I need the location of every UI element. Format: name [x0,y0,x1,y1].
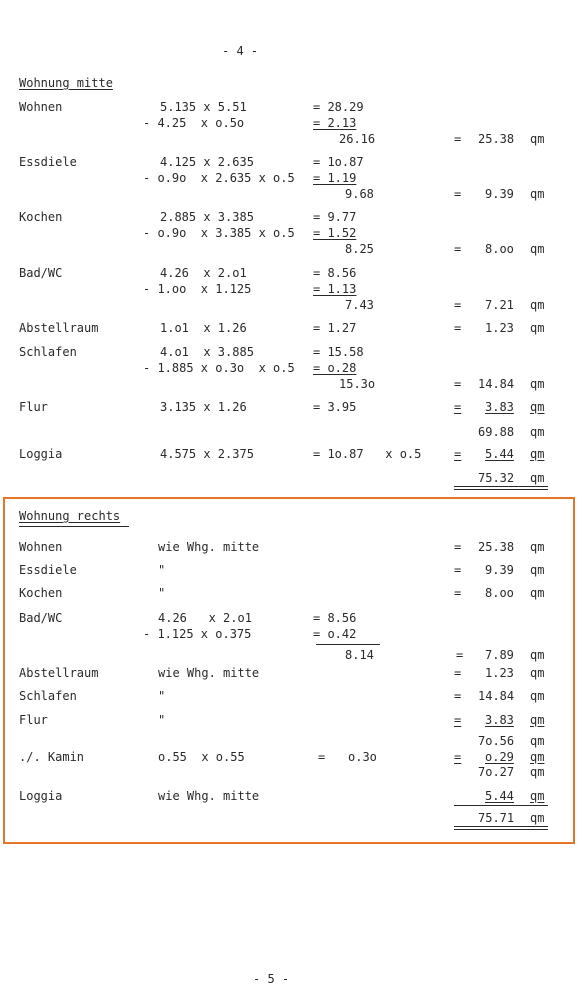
unit: qm [530,713,545,727]
area-value: 14.84 [478,689,515,703]
unit: qm [530,811,545,825]
double-rule [454,489,548,490]
calc-line: 5.135 x 5.51 [160,100,247,114]
equals-sign: = [454,321,462,335]
calc-result: = 15.58 [313,345,364,359]
room-description: wie Whg. mitte [158,666,260,680]
area-value: 1.23 [485,666,514,680]
room-label: Kochen [19,210,63,224]
unit: qm [530,425,545,439]
calc-result: = 1.19 [313,171,357,185]
room-label: Kochen [19,586,63,600]
calc-result: o.3o [348,750,377,764]
area-value: 25.38 [478,132,515,146]
equals-sign: = [454,540,462,554]
equals-sign: = [454,750,462,764]
unit: qm [530,789,545,803]
calc-line: 4.575 x 2.375 [160,447,254,461]
calc-result: = 1.27 [313,321,357,335]
subtotal: 8.14 [345,648,374,662]
calc-result: = 3.95 [313,400,357,414]
calc-result: = 9.77 [313,210,357,224]
room-label: Abstellraum [19,321,99,335]
room-description: " [158,689,166,703]
calc-line: 4.o1 x 3.885 [160,345,254,359]
room-label: Flur [19,400,48,414]
subtotal: 26.16 [339,132,376,146]
calc-result: = 1.13 [313,282,357,296]
intermediate-sum: 7o.27 [478,765,515,779]
intermediate-sum: 7o.56 [478,734,515,748]
subtotal: 9.68 [345,187,374,201]
unit: qm [530,765,545,779]
area-value: 9.39 [485,563,514,577]
equals-sign: = [454,563,462,577]
unit: qm [530,471,545,485]
equals-sign: = [454,689,462,703]
subtotal: 15.3o [339,377,376,391]
unit: qm [530,586,545,600]
calc-result: = 8.56 [313,611,357,625]
room-label: Bad/WC [19,611,63,625]
unit: qm [530,734,545,748]
page-footer: - 5 - [253,972,290,986]
calc-line: - 1.885 x o.3o x o.5 [143,361,295,375]
calc-line: - o.9o x 3.385 x o.5 [143,226,295,240]
room-description: wie Whg. mitte [158,789,260,803]
room-label: Loggia [19,447,63,461]
room-label: Wohnen [19,540,63,554]
equals-sign: = [454,298,462,312]
room-description: wie Whg. mitte [158,540,260,554]
unit: qm [530,321,545,335]
area-value: 7.89 [485,648,514,662]
heading-double-underline [19,526,129,527]
unit: qm [530,648,545,662]
calc-line: - 1.oo x 1.125 [143,282,252,296]
room-label: Essdiele [19,563,77,577]
area-value: o.29 [485,750,514,764]
room-label: Schlafen [19,689,77,703]
room-label: ./. Kamin [19,750,85,764]
room-label: Flur [19,713,48,727]
area-value: 5.44 [485,789,514,803]
calc-result: = 1o.87 x o.5 [313,447,422,461]
unit: qm [530,298,545,312]
calc-result: = o.28 [313,361,357,375]
section-heading-mitte: Wohnung mitte [19,76,113,90]
calc-result: = 28.29 [313,100,364,114]
calc-line: o.55 x o.55 [158,750,245,764]
sum-rule [316,644,380,645]
calc-line: 3.135 x 1.26 [160,400,247,414]
area-value: 3.83 [485,400,514,414]
section-heading-rechts: Wohnung rechts [19,509,121,523]
equals-sign: = [454,713,462,727]
room-label: Bad/WC [19,266,63,280]
area-value: 1.23 [485,321,514,335]
calc-result: = o.42 [313,627,357,641]
room-description: " [158,713,166,727]
intermediate-sum: 69.88 [478,425,515,439]
double-rule [454,826,548,827]
calc-result: = 1.52 [313,226,357,240]
calc-line: - 4.25 x o.5o [143,116,245,130]
room-label: Wohnen [19,100,63,114]
area-value: 25.38 [478,540,515,554]
calc-line: 4.125 x 2.635 [160,155,254,169]
calc-line: - 1.125 x o.375 [143,627,252,641]
equals-sign: = [454,586,462,600]
calc-line: 1.o1 x 1.26 [160,321,247,335]
calc-line: 4.26 x 2.o1 [160,266,247,280]
area-value: 7.21 [485,298,514,312]
subtotal: 8.25 [345,242,374,256]
equals-sign: = [456,648,464,662]
grand-total: 75.32 [478,471,515,485]
unit: qm [530,750,545,764]
equals-sign: = [454,187,462,201]
grand-total: 75.71 [478,811,515,825]
equals-sign: = [454,377,462,391]
unit: qm [530,666,545,680]
calc-line: 2.885 x 3.385 [160,210,254,224]
calc-result: = 8.56 [313,266,357,280]
calc-result: = 2.13 [313,116,357,130]
equals-sign: = [318,750,326,764]
calc-result: = 1o.87 [313,155,364,169]
equals-sign: = [454,666,462,680]
unit: qm [530,377,545,391]
unit: qm [530,242,545,256]
unit: qm [530,400,545,414]
unit: qm [530,563,545,577]
area-value: 3.83 [485,713,514,727]
equals-sign: = [454,132,462,146]
calc-line: 4.26 x 2.o1 [158,611,252,625]
subtotal: 7.43 [345,298,374,312]
unit: qm [530,447,545,461]
room-label: Abstellraum [19,666,99,680]
unit: qm [530,132,545,146]
room-description: " [158,586,166,600]
calc-line: - o.9o x 2.635 x o.5 [143,171,295,185]
double-rule [454,486,548,487]
area-value: 8.oo [485,586,514,600]
room-label: Essdiele [19,155,77,169]
unit: qm [530,540,545,554]
page-header: - 4 - [222,44,259,58]
area-value: 5.44 [485,447,514,461]
equals-sign: = [454,242,462,256]
unit: qm [530,187,545,201]
area-value: 9.39 [485,187,514,201]
equals-sign: = [454,447,462,461]
unit: qm [530,689,545,703]
double-rule [454,829,548,830]
room-description: " [158,563,166,577]
area-value: 14.84 [478,377,515,391]
sum-rule [454,805,548,806]
area-value: 8.oo [485,242,514,256]
room-label: Schlafen [19,345,77,359]
room-label: Loggia [19,789,63,803]
equals-sign: = [454,400,462,414]
